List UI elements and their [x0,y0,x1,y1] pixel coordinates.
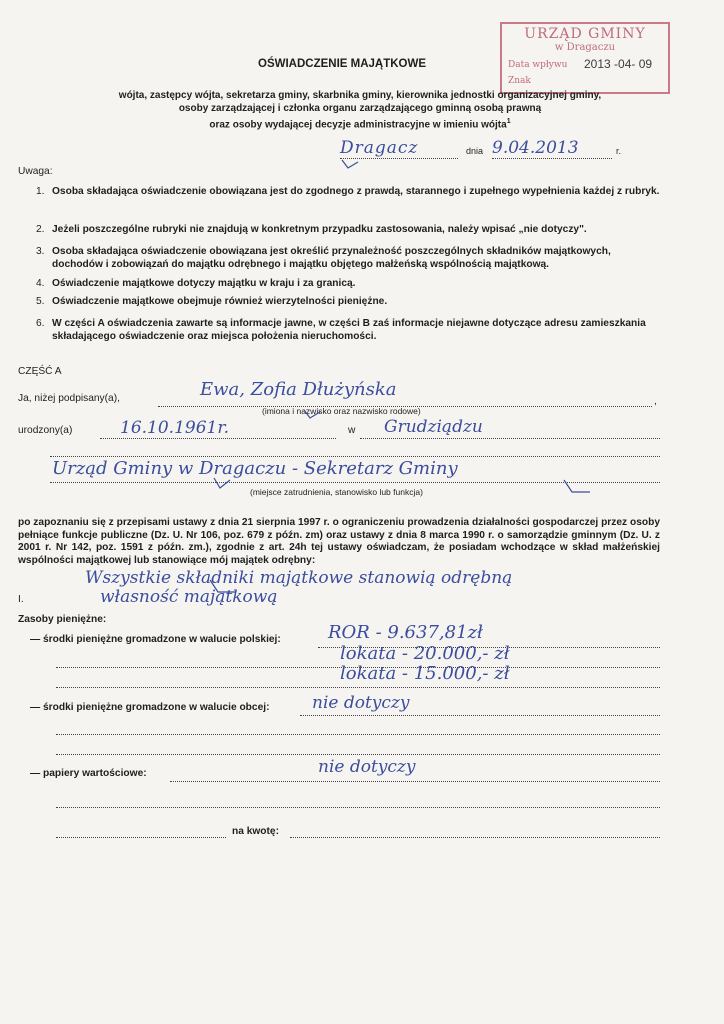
footnote-mark: 1 [506,118,511,125]
securities-label: — papiery wartościowe: [30,768,147,779]
employment-caption: (miejsce zatrudnienia, stanowisko lub funkcja) [250,487,423,497]
foreign-line-2 [56,733,660,735]
name-comma: , [654,396,657,407]
born-in-label: w [348,425,356,436]
stamp-received-label: Data wpływu [508,60,568,70]
born-date: 16.10.1961r. [120,418,229,438]
stamp-office: URZĄD GMINY [524,26,646,42]
note-6-num: 6. [36,318,45,329]
pln-label: — środki pieniężne gromadzone w walucie polskiej: [30,634,281,645]
employment-value: Urząd Gminy w Dragaczu - Sekretarz Gminy [52,458,458,479]
pln-value-1: ROR - 9.637,81zł [328,622,483,643]
date-suffix: r. [616,146,622,156]
checkmark-4 [212,476,232,490]
foreign-line-3 [56,753,660,755]
checkmark-2 [302,408,322,420]
note-6-text: W części A oświadczenia zawarte są informacje jawne, w części B zaś informacje niejawne dotyczące adresu zamieszkania składającego oświadczenie oraz miejsca położenia nieruchomości. [52,318,646,342]
securities-line-1 [170,780,660,782]
securities-line-2 [56,806,660,808]
part-a-heading: CZĘŚĆ A [18,366,62,377]
blank-line-1 [50,455,660,457]
amount-label: na kwotę: [232,826,279,837]
note-1-num: 1. [36,186,45,197]
notes-heading: Uwaga: [18,166,53,177]
pln-value-2: lokata - 20.000,- zł [340,643,510,664]
subtitle-line-1: wójta, zastępcy wójta, sekretarza gminy, skarbnika gminy, kierownika jednostki organizacyjnej gminy, [118,90,602,101]
name-value: Ewa, Zofia Dłużyńska [200,379,397,400]
place-date-line [340,138,630,162]
dnia-label: dnia [466,146,484,156]
checkmark-1 [340,158,360,170]
subtitle-line-2: osoby zarządzającej i członka organu zarządzającego gminną osobą prawną [178,103,542,114]
foreign-value: nie dotyczy [312,693,410,713]
name-caption: (imiona i nazwisko oraz nazwisko rodowe) [262,406,421,416]
note-2-text: Jeżeli poszczególne rubryki nie znajdują w konkretnym przypadku zastosowania, należy wpisać „nie dotyczy". [52,224,587,235]
foreign-line-1 [300,714,660,716]
note-5-num: 5. [36,296,45,307]
note-2-num: 2. [36,224,45,235]
born-place-line [360,437,660,439]
checkmark-5 [206,578,240,596]
born-label: urodzony(a) [18,425,73,436]
stamp-ref-label: Znak [508,76,531,86]
date-value: 9.04.2013 [492,138,612,159]
name-label: Ja, niżej podpisany(a), [18,393,120,404]
note-4-text: Oświadczenie majątkowe dotyczy majątku w kraju i za granicą. [52,278,356,289]
subtitle-line-3: oraz osoby wydającej decyzje administracyjne w imieniu wójta$^1$ [209,118,511,131]
section-roman: I. [18,594,24,605]
legal-statement: po zapoznaniu się z przepisami ustawy z dnia 21 sierpnia 1997 r. o ograniczeniu prowadzenia działalności gospodarczej przez osoby pełniące funkcje publiczne (Dz. U. Nr 106, poz. 679 z późn. zm) oraz ustawy z dnia 8 marca 1990 r. o samorządzie gminnym (Dz. U. z 2001 r. Nr 142, poz. 1591 z późn. zm.), zgodnie z art. 24h tej ustawy oświadczam, że posiadam wchodzące w skład małżeńskiej wspólności majątkowej lub stanowiące mój majątek odrębny: [18,517,660,566]
amount-line-left [56,836,226,838]
securities-value: nie dotyczy [318,757,416,777]
stamp-place: w Dragaczu [554,42,616,53]
resources-heading: Zasoby pieniężne: [18,614,107,625]
note-5-text: Oświadczenie majątkowe obejmuje również wierzytelności pieniężne. [52,296,388,307]
note-4-num: 4. [36,278,45,289]
stamp-received-value: 2013 -04- 09 [584,57,653,71]
note-3-text: Osoba składająca oświadczenie obowiązana jest określić przynależność poszczególnych składników majątkowych, dochodów i zobowiązań do majątku odrębnego i majątku objętego małżeńską wspólnością majątkową. [52,246,611,270]
amount-line-right [290,836,660,838]
foreign-label: — środki pieniężne gromadzone w walucie obcej: [30,702,270,713]
checkmark-3 [560,478,594,496]
place-value: Dragacz [340,138,458,159]
odrebny-handwritten: Wszystkie składniki majątkowe stanowią odrębną [85,568,513,588]
pln-line-3 [56,686,660,688]
section-i-handwritten: własność majątkową [100,587,278,607]
note-1-text: Osoba składająca oświadczenie obowiązana jest do zgodnego z prawdą, starannego i zupełnego wypełnienia każdej z rubryk. [52,186,660,197]
office-stamp [500,22,670,94]
document-title: OŚWIADCZENIE MAJĄTKOWE [258,58,427,70]
born-place: Grudziądzu [384,417,483,437]
note-3-num: 3. [36,246,45,257]
pln-value-3: lokata - 15.000,- zł [340,663,510,684]
